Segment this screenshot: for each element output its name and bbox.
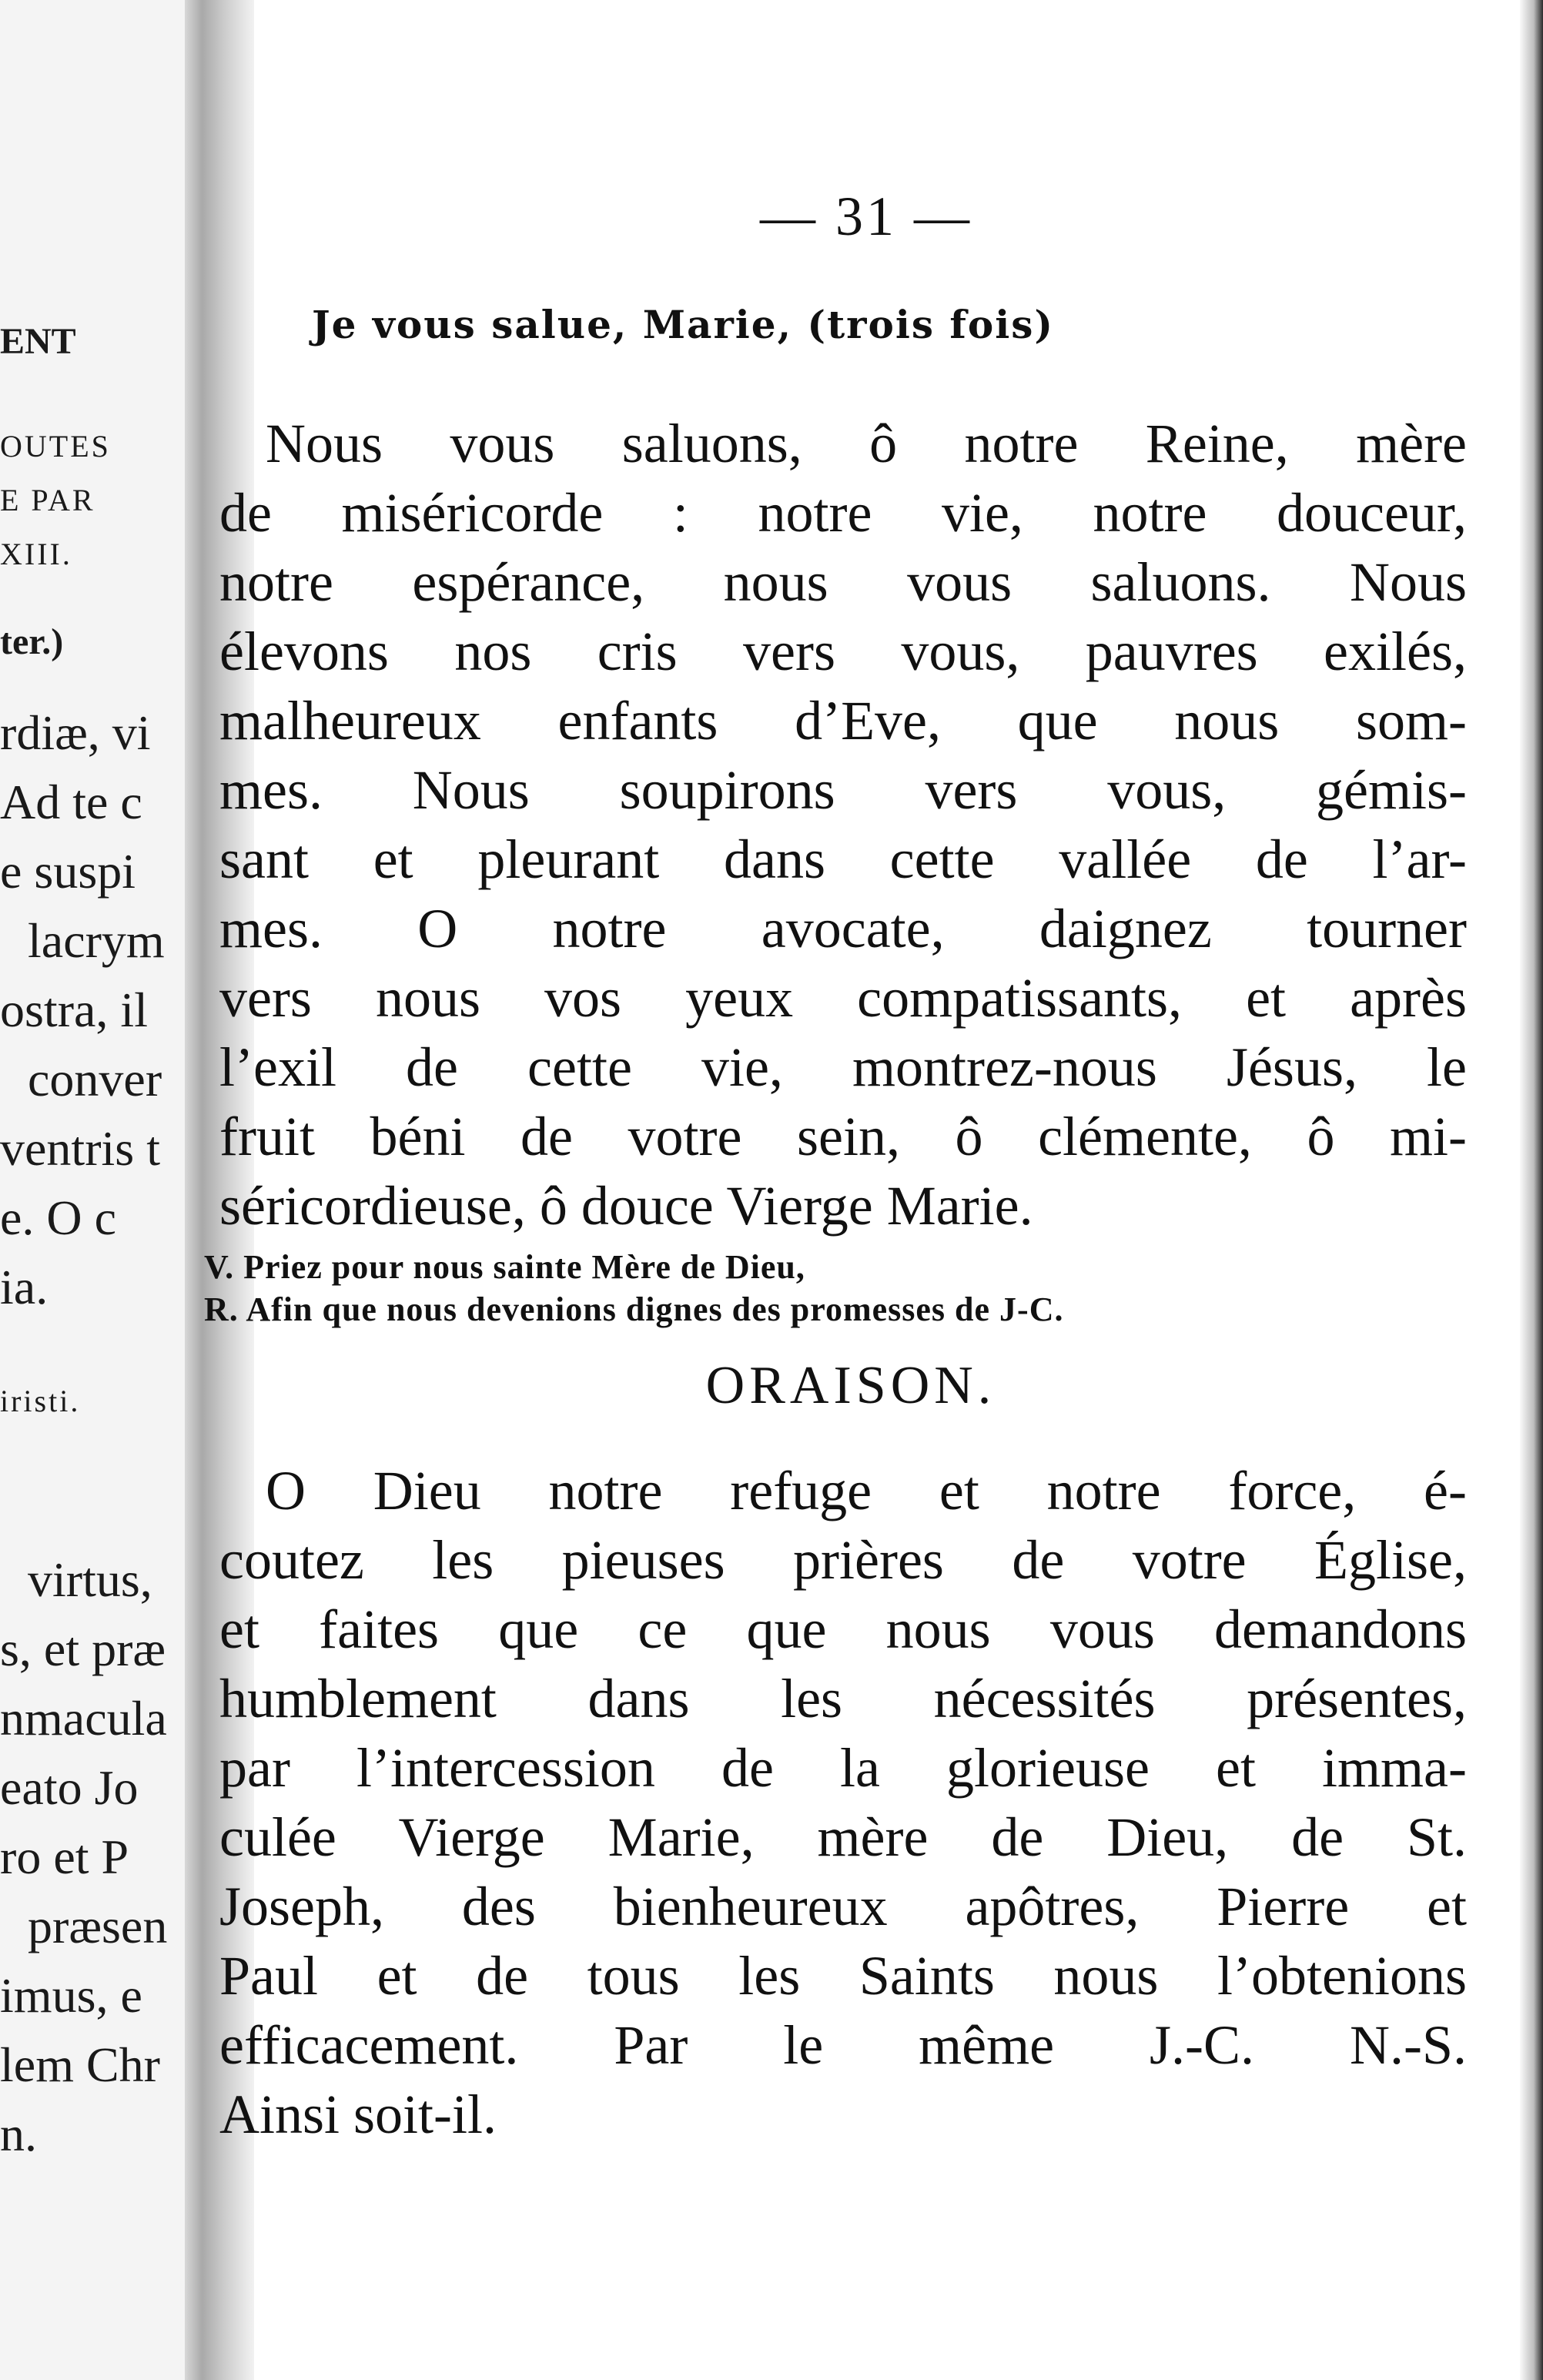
oraison-title: ORAISON. (705, 1356, 996, 1415)
response: R. Afin que nous devenions dignes des promesses de J-C. (204, 1290, 1064, 1328)
text-line: sant et pleurant dans cette vallée de l’ar- (219, 828, 1467, 890)
text-line: humblement dans les nécessités présentes, (219, 1668, 1467, 1729)
left-line: s, et præ (0, 1622, 166, 1676)
text-line: Ainsi soit-il. (219, 2084, 497, 2145)
text-line: malheureux enfants d’Eve, que nous som- (219, 690, 1467, 751)
left-line: virtus, (28, 1552, 152, 1607)
left-line: Ad te c (0, 775, 142, 829)
page-edge-shadow (1520, 0, 1543, 2380)
text-line: culée Vierge Marie, mère de Dieu, de St. (219, 1806, 1467, 1868)
left-line: conver (28, 1052, 162, 1106)
text-line: mes. O notre avocate, daignez tourner (219, 898, 1467, 959)
text-line: par l’intercession de la glorieuse et imma- (219, 1737, 1467, 1799)
left-line: e suspi (0, 844, 136, 899)
left-line: lacrym (28, 913, 165, 968)
text-line: Nous vous saluons, ô notre Reine, mère (266, 413, 1467, 474)
text-line: Joseph, des bienheureux apôtres, Pierre et (219, 1876, 1467, 1937)
left-line: nmacula (0, 1691, 167, 1746)
left-line: ter.) (0, 621, 64, 662)
text-line: séricordieuse, ô douce Vierge Marie. (219, 1175, 1033, 1237)
left-line: rdiæ, vi (0, 705, 151, 760)
left-line: E PAR (0, 483, 95, 517)
text-line: fruit béni de votre sein, ô clémente, ô mi- (219, 1106, 1467, 1167)
page-heading: Je vous salue, Marie, (trois fois) (312, 302, 1055, 347)
left-line: ro et P (0, 1829, 129, 1884)
left-line: lem Chr (0, 2037, 160, 2092)
left-line: n. (0, 2107, 37, 2161)
text-line: O Dieu notre refuge et notre force, é- (266, 1460, 1467, 1521)
left-line: XIII. (0, 537, 72, 571)
text-line: élevons nos cris vers vous, pauvres exilés, (219, 621, 1467, 682)
left-line: ia. (0, 1260, 49, 1314)
text-line: notre espérance, nous vous saluons. Nous (219, 551, 1467, 613)
text-line: de miséricorde : notre vie, notre douceur, (219, 482, 1467, 544)
right-page (204, 0, 1505, 2380)
left-line: eato Jo (0, 1760, 139, 1815)
text-line: Paul et de tous les Saints nous l’obtenions (219, 1945, 1467, 2007)
text-line: l’exil de cette vie, montrez-nous Jésus, le (219, 1036, 1467, 1098)
left-line: e. O c (0, 1190, 117, 1245)
left-facing-page (0, 0, 200, 2380)
page-number: — 31 — (760, 186, 972, 247)
left-line: ventris t (0, 1121, 160, 1176)
text-line: vers nous vos yeux compatissants, et après (219, 967, 1467, 1029)
left-line: præsen (28, 1899, 168, 1953)
text-line: efficacement. Par le même J.-C. N.-S. (219, 2014, 1467, 2076)
text-line: mes. Nous soupirons vers vous, gémis- (219, 759, 1467, 821)
left-line: OUTES (0, 429, 111, 464)
text-line: et faites que ce que nous vous demandons (219, 1598, 1467, 1660)
left-line: imus, e (0, 1968, 142, 2023)
text-line: coutez les pieuses prières de votre Église, (219, 1529, 1467, 1591)
left-line: ENT (0, 321, 76, 362)
versicle: V. Priez pour nous sainte Mère de Dieu, (204, 1248, 805, 1286)
left-line: iristi. (0, 1384, 81, 1418)
left-line: ostra, il (0, 982, 148, 1037)
